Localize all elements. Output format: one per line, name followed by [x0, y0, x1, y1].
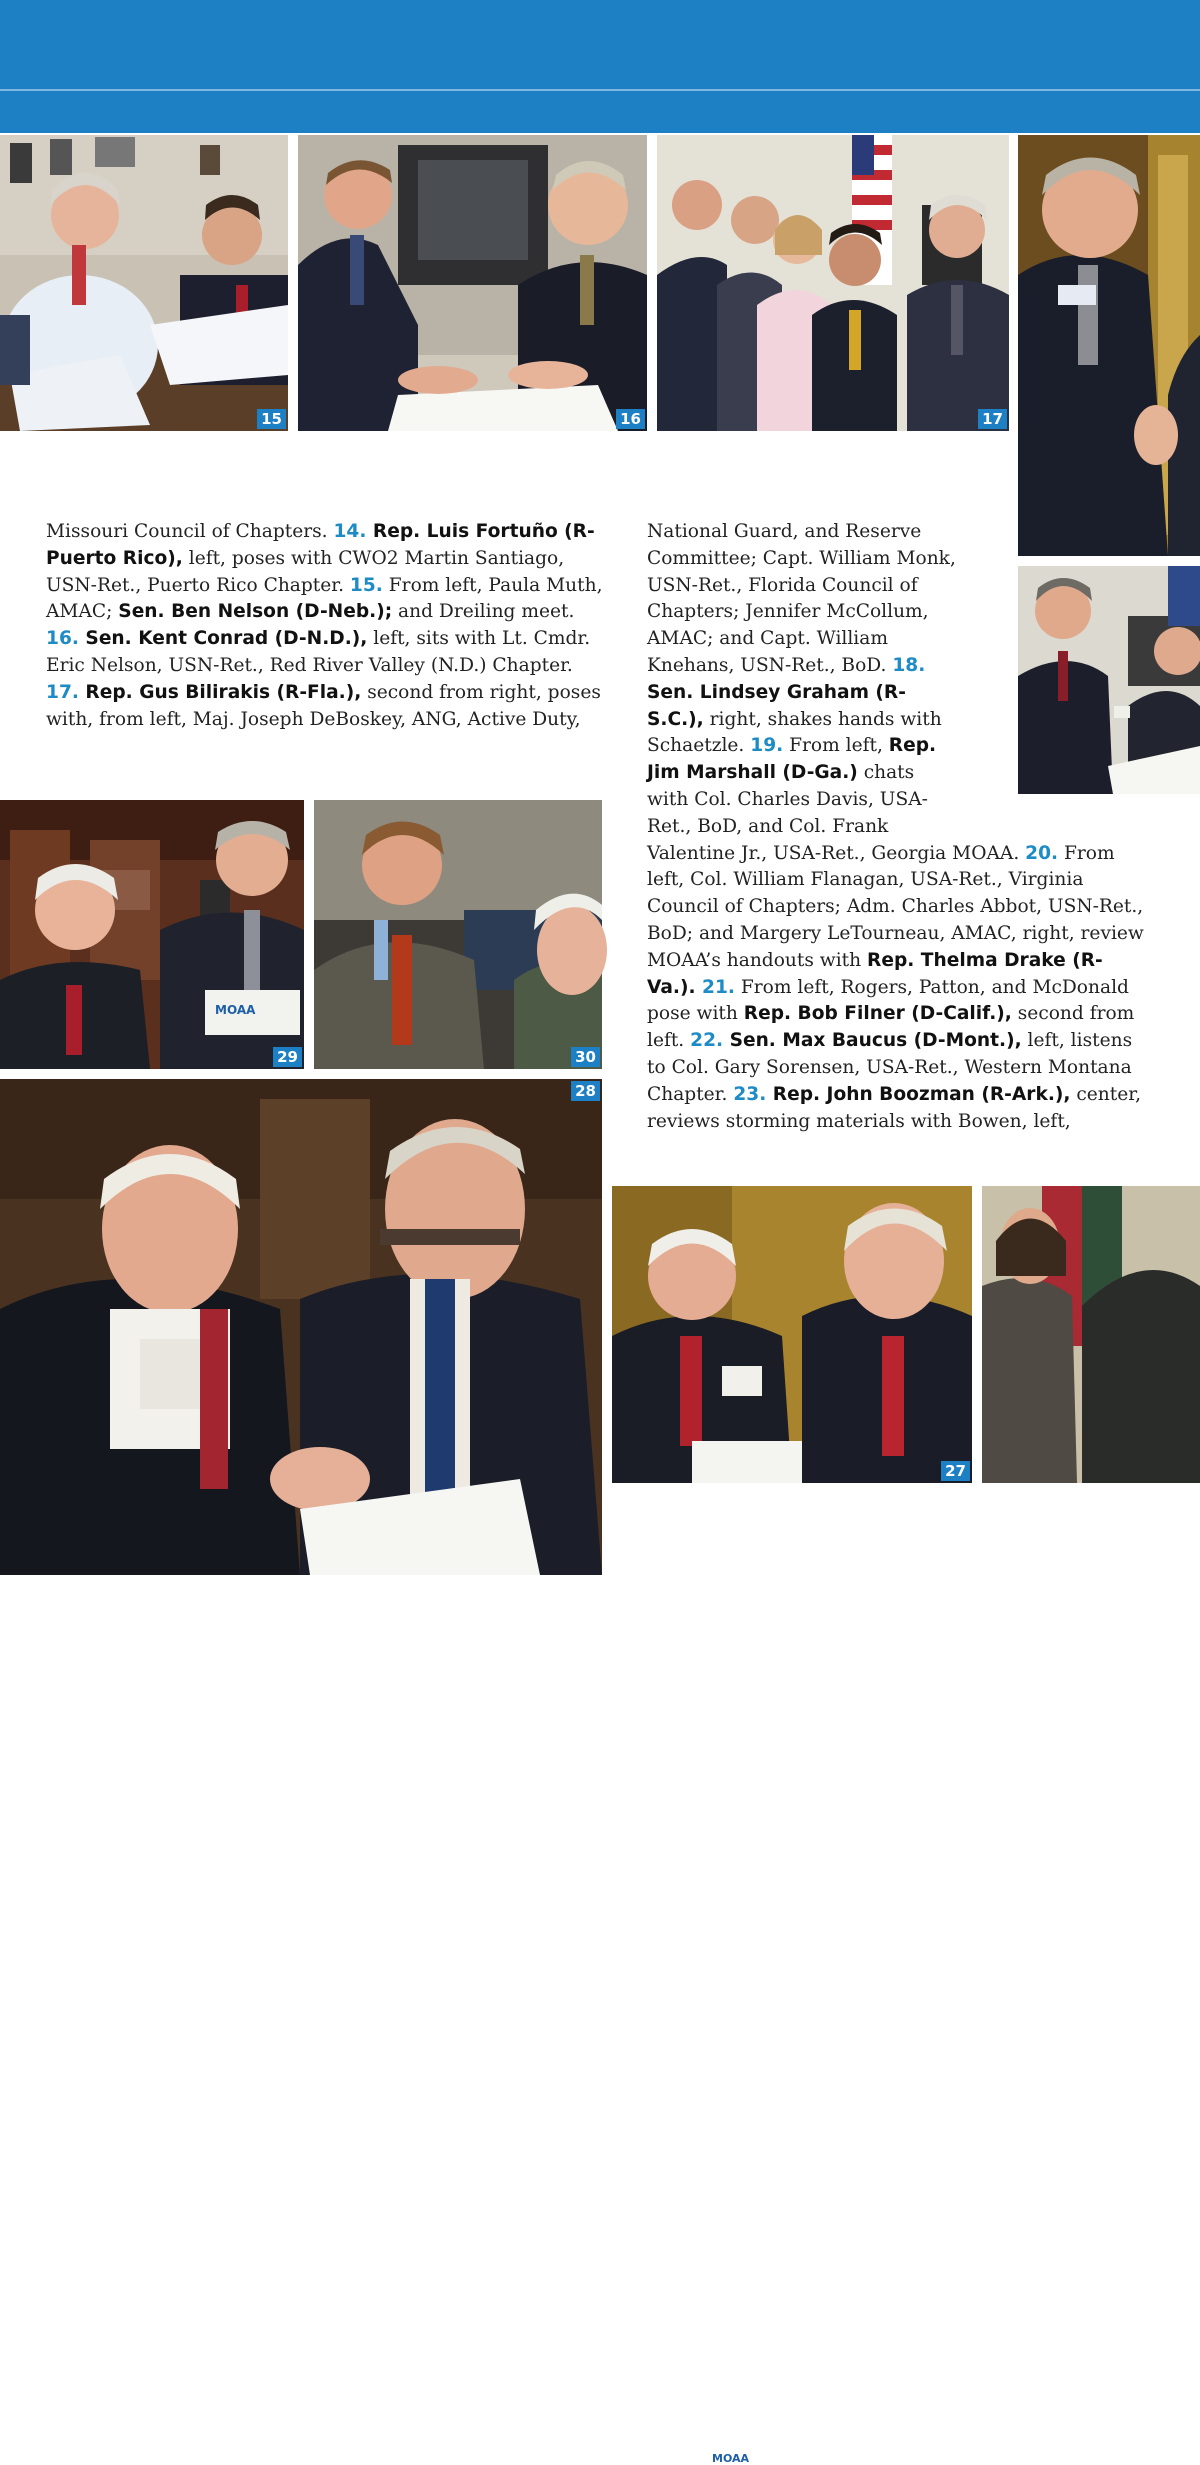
photo-17 [657, 135, 1009, 431]
caption-number-19: 19. [750, 735, 784, 757]
caption-text: National Guard, and Reserve Committee; Capt. William Monk, USN-Ret., Florida Council of Chapters; Jennifer McCollum, AMAC; and Capt. William Knehans, USN-Ret., BoD. [647, 521, 956, 676]
caption-column-left [46, 519, 611, 733]
caption-number-23: 23. [733, 1083, 767, 1105]
photo-15 [0, 135, 288, 431]
caption-text: From left, Rogers, Patton, and McDonald pose with [647, 976, 1129, 1025]
caption-text: right, shakes hands with Schaetzle. [647, 708, 942, 757]
caption-paragraph-left [46, 519, 611, 733]
photo-17-image [657, 135, 1009, 431]
header-rule [0, 89, 1200, 91]
caption-text: second from right, poses with, from left, Maj. Joseph DeBoskey, ANG, Active Duty, [46, 681, 601, 730]
photo-16-image [298, 135, 647, 431]
photo-29-image [0, 800, 304, 1069]
caption-number-14: 14. [333, 521, 367, 542]
caption-number-22: 22. [690, 1030, 724, 1052]
photo-16 [298, 135, 647, 431]
photo-27 [612, 1186, 972, 2465]
caption-column-right [647, 519, 1147, 1135]
photo-number-27: 27 [941, 1461, 970, 1481]
photo-number-30: 30 [571, 1047, 600, 1067]
photo-30-image [314, 800, 602, 1069]
caption-text: and Dreiling meet. [392, 601, 575, 623]
caption-text: second from left. [647, 1003, 1135, 1052]
caption-number-15: 15. [349, 574, 383, 596]
photo-27-image [612, 1186, 972, 1483]
photo-29 [0, 800, 304, 1069]
caption-name-21: Rep. Bob Filner (D-Calif.), [743, 1003, 1012, 1025]
photo-number-28: 28 [571, 1081, 600, 1101]
photo-26 [982, 1186, 1200, 1483]
caption-number-16: 16. [46, 628, 79, 650]
photo-30 [314, 800, 602, 1069]
caption-number-17: 17. [46, 681, 79, 703]
caption-text: left, poses with CWO2 Martin Santiago, USN-Ret., Puerto Rico Chapter. [46, 547, 565, 596]
photo-28 [0, 1079, 602, 1575]
caption-number-21: 21. [695, 976, 735, 998]
photo-number-17: 17 [978, 409, 1007, 429]
photo-number-15: 15 [257, 409, 286, 429]
caption-name-22: Sen. Max Baucus (D-Mont.), [723, 1030, 1022, 1052]
header-banner [0, 0, 1200, 133]
caption-text: left, listens to Col. Gary Sorensen, USA-Ret., Western Montana Chapter. [647, 1030, 1133, 1105]
photo-28-image [0, 1079, 602, 1575]
text-wrap-spacer [957, 519, 1147, 819]
caption-name-17: Rep. Gus Bilirakis (R-Fla.), [78, 681, 362, 703]
caption-name-20: Rep. Thelma Drake (R-Va.). [647, 949, 1103, 998]
caption-name-23: Rep. John Boozman (R-Ark.), [766, 1083, 1071, 1105]
caption-text: chats with Col. Charles Davis, USA-Ret., BoD, and Col. Frank Valentine Jr., USA-Ret., Georgia MOAA. [647, 762, 1026, 864]
caption-name-15: Sen. Ben Nelson (D-Neb.); [118, 601, 393, 623]
caption-text: center, reviews storming materials with Bowen, left, [647, 1083, 1141, 1132]
caption-name-19: Rep. Jim Marshall (D-Ga.) [647, 735, 937, 784]
photo-number-16: 16 [616, 409, 645, 429]
photo-number-29: 29 [273, 1047, 302, 1067]
photo-26-image [982, 1186, 1200, 1483]
photo-18 [1018, 135, 1200, 556]
caption-name-18: Sen. Lindsey Graham (R-S.C.), [647, 681, 906, 730]
caption-number-20: 20. [1025, 842, 1059, 864]
caption-text: From left, Paula Muth, AMAC; [46, 574, 603, 623]
caption-text: From left, [783, 735, 889, 757]
caption-text: left, sits with Lt. Cmdr. Eric Nelson, USN-Ret., Red River Valley (N.D.) Chapter. [46, 628, 591, 676]
caption-name-14: Rep. Luis Fortuño (R-Puerto Rico), [46, 521, 595, 569]
caption-name-16: Sen. Kent Conrad (D-N.D.), [78, 628, 368, 650]
caption-text: From left, Col. William Flanagan, USA-Ret., Virginia Council of Chapters; Adm. Charles Abbot, USN-Ret., BoD; and Margery LeTourneau, AMAC, right, review MOAA’s handouts with [647, 842, 1144, 971]
photo-29-sign: MOAA [215, 1003, 256, 1017]
photo-18-image [1018, 135, 1200, 556]
caption-text: Missouri Council of Chapters. [46, 521, 334, 542]
photo-27-sign: MOAA [712, 2452, 750, 2465]
caption-number-18: 18. [892, 654, 926, 676]
photo-15-image [0, 135, 288, 431]
